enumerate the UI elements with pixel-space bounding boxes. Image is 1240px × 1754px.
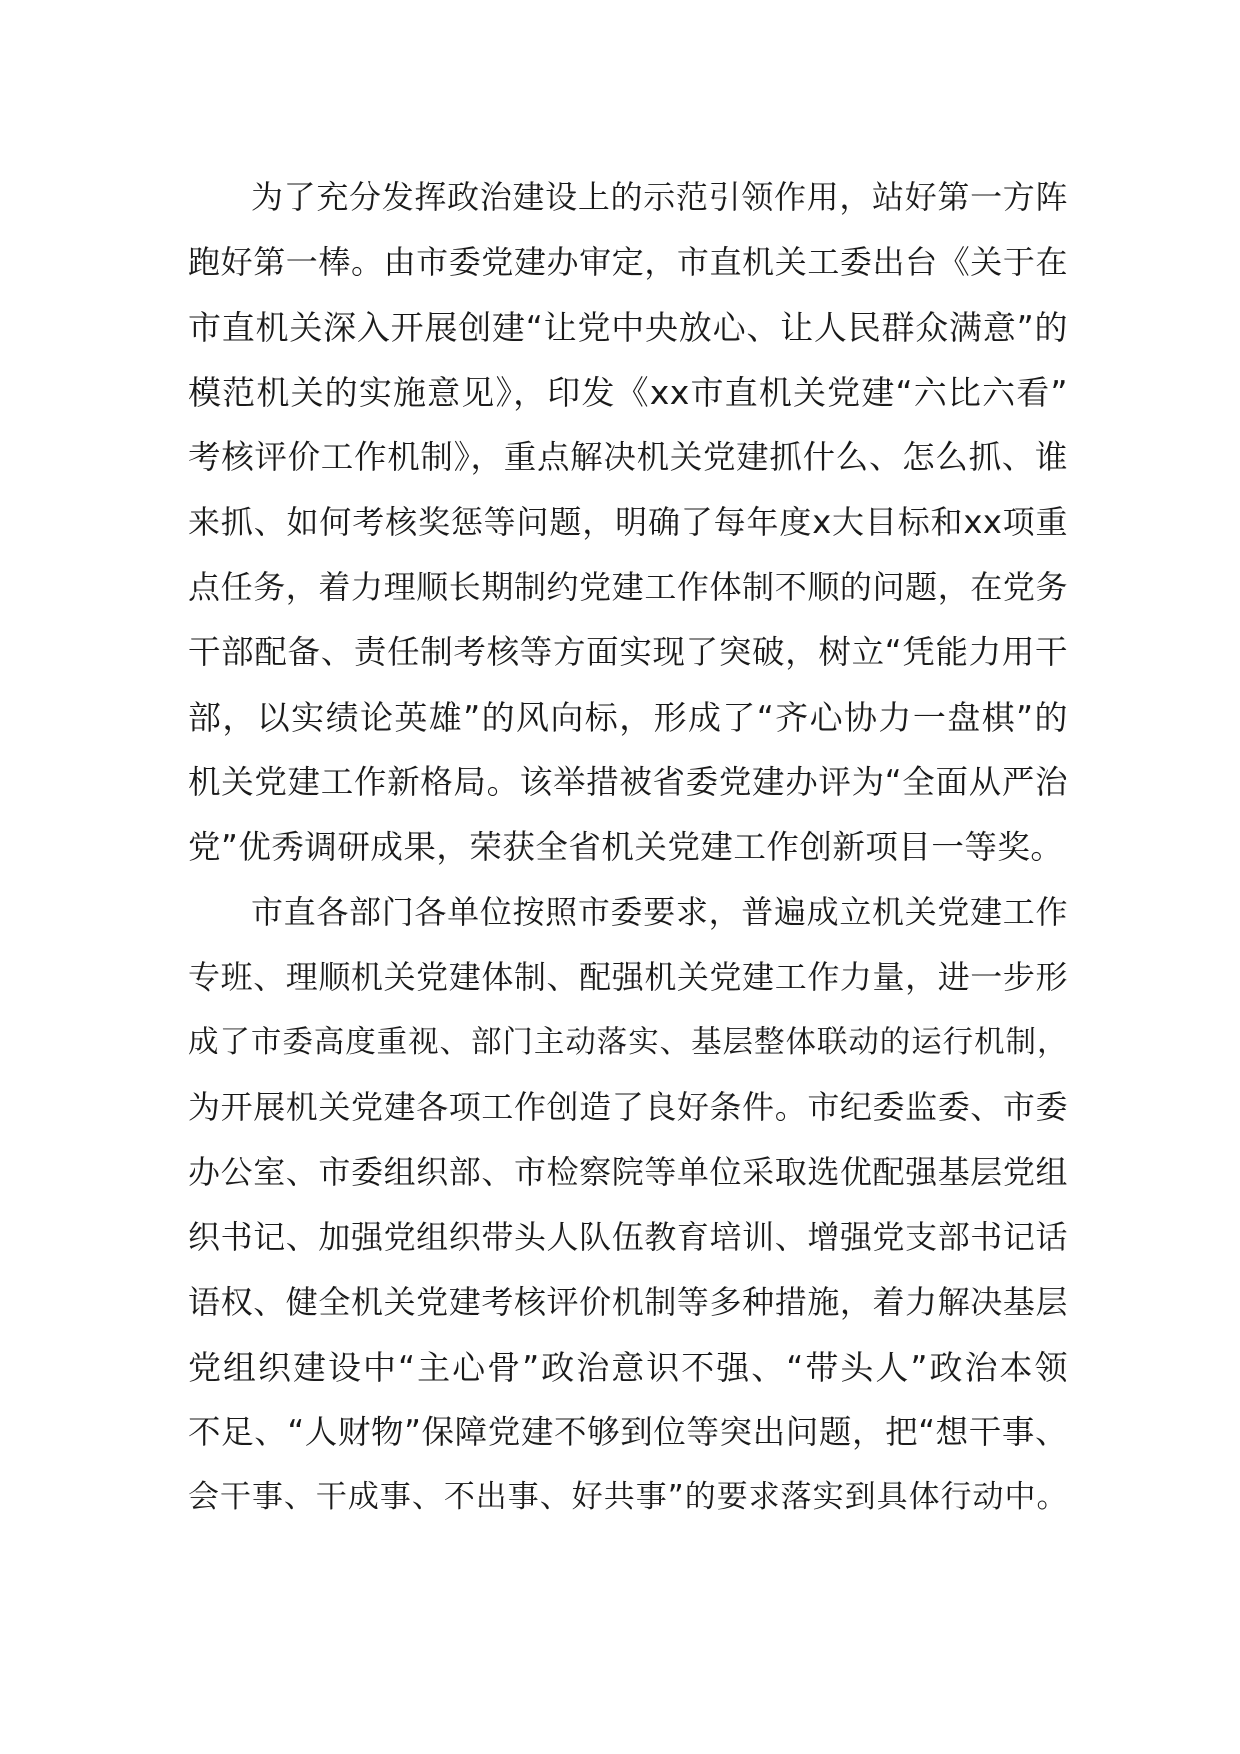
paragraph-line: 织书记、加强党组织带头人队伍教育培训、增强党支部书记话: [188, 1218, 1068, 1256]
paragraph-line: 考核评价工作机制》，重点解决机关党建抓什么、怎么抓、谁: [188, 438, 1068, 476]
paragraph-line: 会干事、干成事、不出事、好共事”的要求落实到具体行动中。: [188, 1479, 1068, 1515]
paragraph-line: 为开展机关党建各项工作创造了良好条件。市纪委监委、市委: [188, 1088, 1068, 1126]
paragraph-line: 来抓、如何考核奖惩等问题，明确了每年度x大目标和xx项重: [188, 503, 1068, 541]
paragraph-line: 点任务，着力理顺长期制约党建工作体制不顺的问题，在党务: [188, 568, 1068, 606]
paragraph-line: 党组织建设中“主心骨”政治意识不强、“带头人”政治本领: [188, 1348, 1068, 1387]
paragraph-line: 为了充分发挥政治建设上的示范引领作用，站好第一方阵: [251, 178, 1068, 216]
paragraph-2: [188, 880, 1068, 1530]
paragraph-line: 机关党建工作新格局。该举措被省委党建办评为“全面从严治: [188, 763, 1068, 801]
paragraph-line: 模范机关的实施意见》，印发《xx市直机关党建“六比六看”: [188, 373, 1068, 412]
document-body: [188, 165, 1068, 1530]
paragraph-line: 成了市委高度重视、部门主动落实、基层整体联动的运行机制，: [188, 1025, 1068, 1060]
paragraph-line: 语权、健全机关党建考核评价机制等多种措施，着力解决基层: [188, 1283, 1068, 1321]
paragraph-line: 市直各部门各单位按照市委要求，普遍成立机关党建工作: [251, 893, 1068, 931]
paragraph-line: 市直机关深入开展创建“让党中央放心、让人民群众满意”的: [188, 308, 1068, 347]
paragraph-line: 不足、“人财物”保障党建不够到位等突出问题，把“想干事、: [188, 1413, 1068, 1451]
paragraph-line: 干部配备、责任制考核等方面实现了突破，树立“凭能力用干: [188, 633, 1068, 671]
paragraph-line: 党”优秀调研成果，荣获全省机关党建工作创新项目一等奖。: [188, 828, 1064, 866]
paragraph-line: 跑好第一棒。由市委党建办审定，市直机关工委出台《关于在: [188, 243, 1068, 281]
paragraph-line: 部，以实绩论英雄”的风向标，形成了“齐心协力一盘棋”的: [188, 698, 1068, 737]
paragraph-1: [188, 165, 1068, 880]
paragraph-line: 专班、理顺机关党建体制、配强机关党建工作力量，进一步形: [188, 958, 1068, 996]
paragraph-line: 办公室、市委组织部、市检察院等单位采取选优配强基层党组: [188, 1153, 1068, 1191]
